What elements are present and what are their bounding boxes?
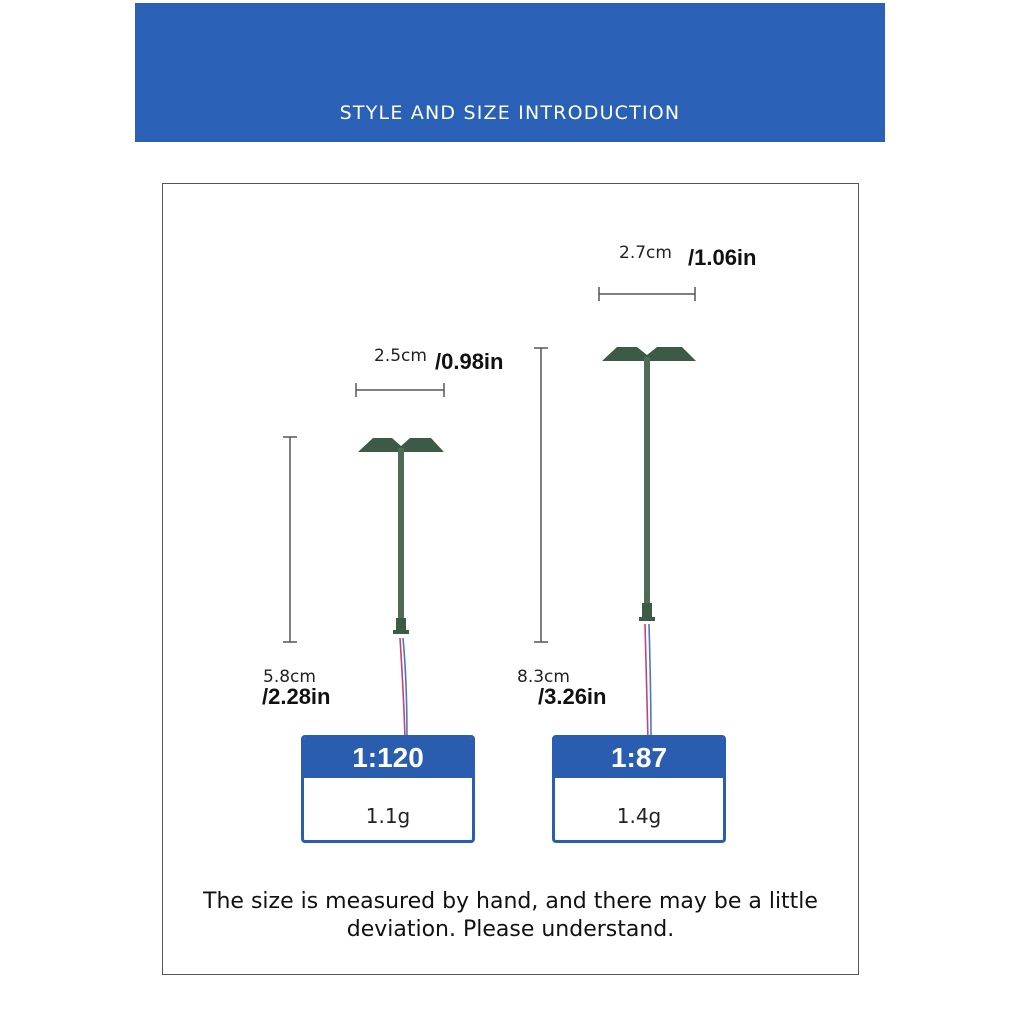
lamp2-height-in: /3.26in bbox=[538, 684, 607, 709]
lamp2-scale: 1:87 bbox=[555, 738, 723, 778]
lamp1-scale-card bbox=[301, 735, 475, 843]
measurement-note bbox=[162, 888, 859, 944]
lamp1-height-cm: 5.8cm bbox=[263, 667, 316, 687]
note-line-1: The size is measured by hand, and there may be a little bbox=[203, 889, 818, 914]
lamp1-weight: 1.1g bbox=[365, 804, 411, 828]
note-line-2: deviation. Please understand. bbox=[346, 917, 675, 942]
lamp1-width-cm: 2.5cm bbox=[374, 346, 427, 366]
lamp1-height-in: /2.28in bbox=[262, 684, 331, 709]
lamp2-width-cm: 2.7cm bbox=[619, 243, 672, 263]
lamp1-street-lamp bbox=[358, 438, 444, 740]
lamp2-street-lamp bbox=[602, 347, 696, 740]
lamp2-weight: 1.4g bbox=[616, 804, 662, 828]
lamp2-height-cm: 8.3cm bbox=[517, 667, 570, 687]
lamp1-scale: 1:120 bbox=[304, 738, 472, 778]
lamp2-scale-card bbox=[552, 735, 726, 843]
measurement-lines bbox=[283, 287, 695, 642]
lamp1-width-in: /0.98in bbox=[435, 349, 504, 374]
lamp2-width-in: /1.06in bbox=[688, 245, 757, 270]
banner-title: STYLE AND SIZE INTRODUCTION bbox=[339, 102, 681, 124]
